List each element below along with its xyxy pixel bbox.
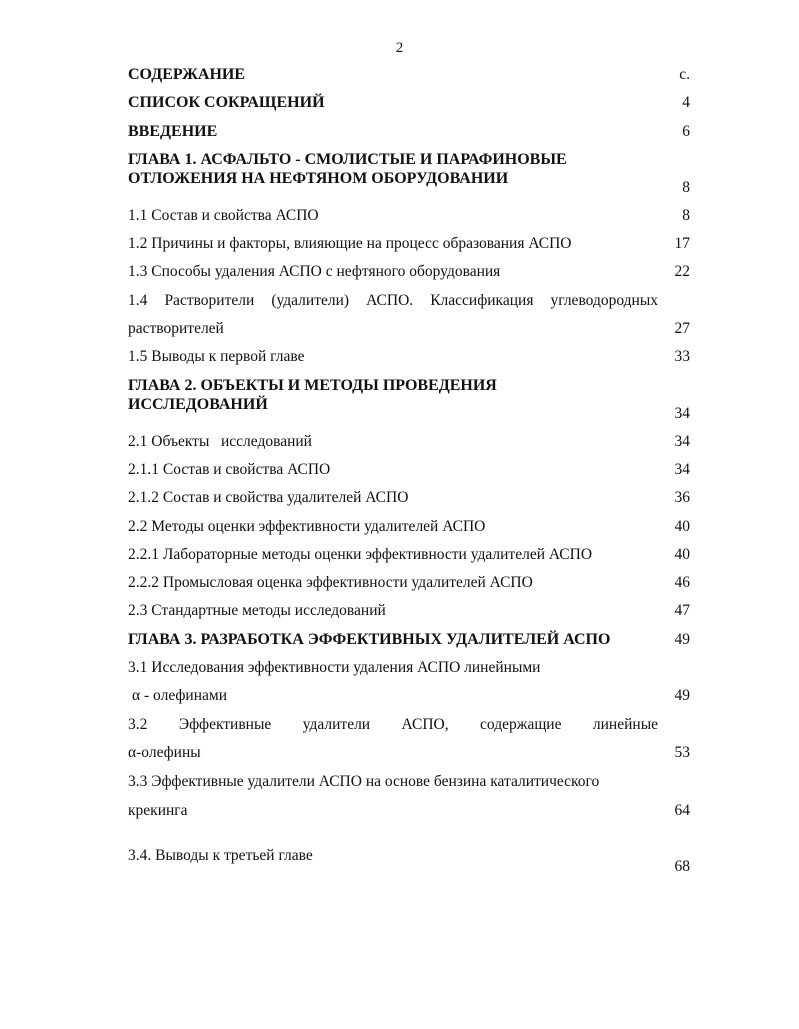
toc-entry[interactable]: 2.3 Стандартные методы исследований [128, 602, 386, 619]
toc-chapter-1-line2[interactable]: ОТЛОЖЕНИЯ НА НЕФТЯНОМ ОБОРУДОВАНИИ [128, 170, 509, 187]
toc-entry[interactable]: 2.1.1 Состав и свойства АСПО [128, 461, 331, 478]
toc-page: 47 [674, 602, 690, 619]
toc-entry-line1[interactable]: 3.2 Эффективные удалители АСПО, содержащие линейные [128, 716, 658, 733]
toc-page: 49 [674, 687, 690, 704]
toc-page: 40 [674, 546, 690, 563]
toc-chapter-2-line2[interactable]: ИССЛЕДОВАНИЙ [128, 396, 268, 413]
toc-page: 27 [674, 320, 690, 337]
toc-page: 8 [682, 179, 690, 196]
page-column-label: с. [679, 66, 690, 83]
toc-entry[interactable]: 1.5 Выводы к первой главе [128, 348, 305, 365]
toc-page: 8 [682, 207, 690, 224]
toc-page: 34 [674, 405, 690, 422]
toc-page: 46 [674, 574, 690, 591]
toc-entry-line2[interactable]: растворителей [128, 320, 224, 337]
toc-entry-line1[interactable]: 1.4 Растворители (удалители) АСПО. Классификация углеводородных [128, 292, 658, 309]
toc-page: 4 [682, 94, 690, 111]
toc-entry-line2[interactable]: крекинга [128, 802, 188, 819]
toc-page: 34 [674, 433, 690, 450]
toc-page: 33 [674, 348, 690, 365]
toc-entry-line1[interactable]: 3.3 Эффективные удалители АСПО на основе бензина каталитического [128, 773, 600, 790]
toc-entry-introduction[interactable]: ВВЕДЕНИЕ [128, 123, 218, 140]
toc-title: СОДЕРЖАНИЕ [128, 66, 246, 83]
toc-entry[interactable]: 1.3 Способы удаления АСПО с нефтяного оборудования [128, 263, 501, 280]
toc-entry[interactable]: 2.2 Методы оценки эффективности удалителей АСПО [128, 518, 486, 535]
toc-entry[interactable]: 1.1 Состав и свойства АСПО [128, 207, 319, 224]
toc-entry[interactable]: 2.1.2 Состав и свойства удалителей АСПО [128, 489, 409, 506]
toc-entry-line2[interactable]: α-олефины [128, 744, 201, 761]
toc-chapter-2-line1[interactable]: ГЛАВА 2. ОБЪЕКТЫ И МЕТОДЫ ПРОВЕДЕНИЯ [128, 377, 497, 394]
toc-entry-line1[interactable]: 3.1 Исследования эффективности удаления АСПО линейными [128, 659, 541, 676]
toc-chapter-1-line1[interactable]: ГЛАВА 1. АСФАЛЬТО - СМОЛИСТЫЕ И ПАРАФИНОВЫЕ [128, 151, 567, 168]
toc-page: 22 [674, 263, 690, 280]
toc-page: 6 [682, 123, 690, 140]
page-number: 2 [395, 40, 404, 56]
toc-entry[interactable]: 3.4. Выводы к третьей главе [128, 847, 313, 864]
toc-chapter-3[interactable]: ГЛАВА 3. РАЗРАБОТКА ЭФФЕКТИВНЫХ УДАЛИТЕЛЕЙ АСПО [128, 631, 611, 648]
toc-entry[interactable]: 2.1 Объекты исследований [128, 433, 312, 450]
toc-page: 68 [674, 858, 690, 875]
toc-page: 64 [674, 802, 690, 819]
toc-page: 49 [674, 631, 690, 648]
toc-page: 34 [674, 461, 690, 478]
toc-entry[interactable]: 2.2.1 Лабораторные методы оценки эффективности удалителей АСПО [128, 546, 593, 563]
toc-entry[interactable]: 2.2.2 Промысловая оценка эффективности удалителей АСПО [128, 574, 533, 591]
toc-page: 36 [674, 489, 690, 506]
toc-entry-line2[interactable]: α - олефинами [132, 687, 227, 704]
toc-entry[interactable]: 1.2 Причины и факторы, влияющие на процесс образования АСПО [128, 235, 572, 252]
toc-page: 53 [674, 744, 690, 761]
toc-page: 40 [674, 518, 690, 535]
toc-page: 17 [674, 235, 690, 252]
toc-entry-abbreviations[interactable]: СПИСОК СОКРАЩЕНИЙ [128, 94, 325, 111]
